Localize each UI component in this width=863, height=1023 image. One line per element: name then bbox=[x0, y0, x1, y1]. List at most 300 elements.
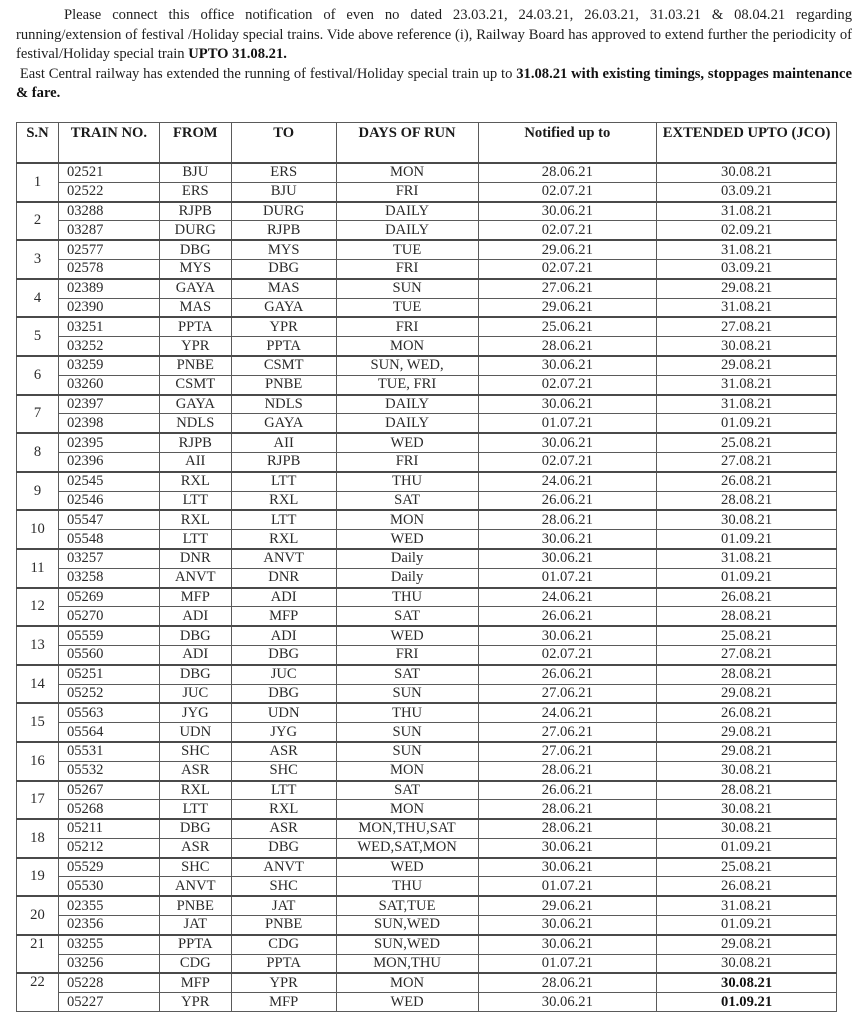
cell-train-no: 02395 bbox=[58, 433, 159, 452]
cell-train-no: 03256 bbox=[58, 954, 159, 973]
cell-notified-up-to: 30.06.21 bbox=[478, 858, 657, 877]
cell-sn: 19 bbox=[17, 858, 59, 897]
cell-train-no: 05548 bbox=[58, 530, 159, 549]
cell-from: ANVT bbox=[159, 568, 231, 587]
cell-notified-up-to: 01.07.21 bbox=[478, 954, 657, 973]
table-row bbox=[17, 781, 837, 800]
notification-text bbox=[16, 6, 852, 104]
cell-sn: 21 bbox=[17, 935, 59, 974]
intro-bold-1: UPTO 31.08.21. bbox=[188, 46, 287, 62]
cell-train-no: 05267 bbox=[58, 781, 159, 800]
cell-days-of-run: WED bbox=[336, 993, 478, 1012]
cell-to: RJPB bbox=[231, 452, 336, 471]
cell-notified-up-to: 26.06.21 bbox=[478, 491, 657, 510]
cell-notified-up-to: 02.07.21 bbox=[478, 259, 657, 278]
cell-notified-up-to: 26.06.21 bbox=[478, 781, 657, 800]
cell-sn: 20 bbox=[17, 896, 59, 935]
cell-days-of-run: SUN bbox=[336, 723, 478, 742]
cell-train-no: 02577 bbox=[58, 240, 159, 259]
cell-sn: 16 bbox=[17, 742, 59, 781]
cell-extended-upto: 01.09.21 bbox=[657, 993, 837, 1012]
cell-train-no: 05563 bbox=[58, 703, 159, 722]
table-row bbox=[17, 858, 837, 877]
cell-from: PNBE bbox=[159, 896, 231, 915]
cell-from: RXL bbox=[159, 472, 231, 491]
cell-train-no: 05269 bbox=[58, 588, 159, 607]
cell-train-no: 05228 bbox=[58, 973, 159, 992]
cell-train-no: 02398 bbox=[58, 414, 159, 433]
cell-extended-upto: 26.08.21 bbox=[657, 588, 837, 607]
table-row bbox=[17, 665, 837, 684]
cell-days-of-run: DAILY bbox=[336, 202, 478, 221]
cell-train-no: 05564 bbox=[58, 723, 159, 742]
cell-train-no: 05252 bbox=[58, 684, 159, 703]
cell-from: LTT bbox=[159, 491, 231, 510]
cell-extended-upto: 01.09.21 bbox=[657, 838, 837, 857]
table-row bbox=[17, 588, 837, 607]
cell-sn: 13 bbox=[17, 626, 59, 665]
cell-to: SHC bbox=[231, 761, 336, 780]
cell-days-of-run: FRI bbox=[336, 259, 478, 278]
table-row bbox=[17, 337, 837, 356]
cell-to: RXL bbox=[231, 800, 336, 819]
table-row bbox=[17, 800, 837, 819]
cell-extended-upto: 30.08.21 bbox=[657, 800, 837, 819]
cell-days-of-run: WED bbox=[336, 626, 478, 645]
cell-from: DURG bbox=[159, 221, 231, 240]
cell-sn: 11 bbox=[17, 549, 59, 588]
table-row bbox=[17, 742, 837, 761]
cell-extended-upto: 29.08.21 bbox=[657, 356, 837, 375]
table-row bbox=[17, 433, 837, 452]
table-row bbox=[17, 626, 837, 645]
table-row bbox=[17, 414, 837, 433]
cell-train-no: 03288 bbox=[58, 202, 159, 221]
cell-to: SHC bbox=[231, 877, 336, 896]
cell-notified-up-to: 28.06.21 bbox=[478, 163, 657, 182]
cell-from: RJPB bbox=[159, 202, 231, 221]
cell-notified-up-to: 27.06.21 bbox=[478, 742, 657, 761]
cell-extended-upto: 03.09.21 bbox=[657, 182, 837, 201]
cell-to: LTT bbox=[231, 472, 336, 491]
cell-notified-up-to: 25.06.21 bbox=[478, 317, 657, 336]
cell-days-of-run: SUN bbox=[336, 279, 478, 298]
cell-sn: 10 bbox=[17, 510, 59, 549]
cell-extended-upto: 30.08.21 bbox=[657, 954, 837, 973]
cell-extended-upto: 30.08.21 bbox=[657, 337, 837, 356]
cell-extended-upto: 27.08.21 bbox=[657, 452, 837, 471]
cell-to: JYG bbox=[231, 723, 336, 742]
cell-from: CSMT bbox=[159, 375, 231, 394]
cell-sn: 5 bbox=[17, 317, 59, 356]
cell-train-no: 05530 bbox=[58, 877, 159, 896]
cell-days-of-run: TUE, FRI bbox=[336, 375, 478, 394]
cell-sn: 12 bbox=[17, 588, 59, 627]
cell-from: YPR bbox=[159, 993, 231, 1012]
cell-notified-up-to: 27.06.21 bbox=[478, 723, 657, 742]
cell-notified-up-to: 27.06.21 bbox=[478, 684, 657, 703]
cell-extended-upto: 29.08.21 bbox=[657, 684, 837, 703]
cell-sn: 17 bbox=[17, 781, 59, 820]
cell-to: LTT bbox=[231, 781, 336, 800]
cell-days-of-run: SUN,WED bbox=[336, 935, 478, 954]
cell-extended-upto: 26.08.21 bbox=[657, 877, 837, 896]
cell-to: YPR bbox=[231, 973, 336, 992]
intro-paragraph-2 bbox=[16, 65, 852, 104]
cell-notified-up-to: 24.06.21 bbox=[478, 588, 657, 607]
cell-extended-upto: 30.08.21 bbox=[657, 510, 837, 529]
cell-extended-upto: 27.08.21 bbox=[657, 317, 837, 336]
cell-train-no: 02396 bbox=[58, 452, 159, 471]
cell-to: ASR bbox=[231, 742, 336, 761]
cell-to: ANVT bbox=[231, 549, 336, 568]
cell-notified-up-to: 02.07.21 bbox=[478, 645, 657, 664]
table-row bbox=[17, 703, 837, 722]
cell-extended-upto: 01.09.21 bbox=[657, 916, 837, 935]
table-row bbox=[17, 993, 837, 1012]
cell-notified-up-to: 30.06.21 bbox=[478, 993, 657, 1012]
cell-notified-up-to: 26.06.21 bbox=[478, 665, 657, 684]
cell-notified-up-to: 29.06.21 bbox=[478, 298, 657, 317]
cell-days-of-run: SUN bbox=[336, 684, 478, 703]
cell-train-no: 05227 bbox=[58, 993, 159, 1012]
cell-from: DBG bbox=[159, 240, 231, 259]
cell-to: LTT bbox=[231, 510, 336, 529]
cell-days-of-run: SAT bbox=[336, 491, 478, 510]
cell-days-of-run: FRI bbox=[336, 182, 478, 201]
cell-extended-upto: 30.08.21 bbox=[657, 973, 837, 992]
cell-extended-upto: 29.08.21 bbox=[657, 279, 837, 298]
cell-sn: 7 bbox=[17, 395, 59, 434]
cell-notified-up-to: 30.06.21 bbox=[478, 626, 657, 645]
cell-sn: 18 bbox=[17, 819, 59, 858]
cell-train-no: 05251 bbox=[58, 665, 159, 684]
cell-extended-upto: 26.08.21 bbox=[657, 703, 837, 722]
cell-days-of-run: SAT bbox=[336, 665, 478, 684]
cell-days-of-run: SUN,WED bbox=[336, 916, 478, 935]
cell-notified-up-to: 27.06.21 bbox=[478, 279, 657, 298]
cell-from: LTT bbox=[159, 800, 231, 819]
cell-to: MYS bbox=[231, 240, 336, 259]
cell-to: CSMT bbox=[231, 356, 336, 375]
cell-extended-upto: 28.08.21 bbox=[657, 781, 837, 800]
cell-from: JUC bbox=[159, 684, 231, 703]
cell-from: ASR bbox=[159, 838, 231, 857]
cell-notified-up-to: 28.06.21 bbox=[478, 337, 657, 356]
cell-notified-up-to: 02.07.21 bbox=[478, 182, 657, 201]
cell-from: RXL bbox=[159, 510, 231, 529]
cell-train-no: 03258 bbox=[58, 568, 159, 587]
cell-extended-upto: 26.08.21 bbox=[657, 472, 837, 491]
cell-to: MFP bbox=[231, 607, 336, 626]
cell-extended-upto: 03.09.21 bbox=[657, 259, 837, 278]
cell-days-of-run: THU bbox=[336, 588, 478, 607]
cell-days-of-run: FRI bbox=[336, 645, 478, 664]
cell-days-of-run: FRI bbox=[336, 317, 478, 336]
cell-train-no: 02356 bbox=[58, 916, 159, 935]
cell-days-of-run: SAT bbox=[336, 607, 478, 626]
cell-extended-upto: 31.08.21 bbox=[657, 375, 837, 394]
cell-days-of-run: THU bbox=[336, 472, 478, 491]
cell-days-of-run: SAT,TUE bbox=[336, 896, 478, 915]
cell-from: DNR bbox=[159, 549, 231, 568]
cell-to: RJPB bbox=[231, 221, 336, 240]
cell-from: JAT bbox=[159, 916, 231, 935]
cell-to: JUC bbox=[231, 665, 336, 684]
cell-extended-upto: 31.08.21 bbox=[657, 240, 837, 259]
cell-train-no: 02390 bbox=[58, 298, 159, 317]
cell-notified-up-to: 30.06.21 bbox=[478, 916, 657, 935]
cell-notified-up-to: 30.06.21 bbox=[478, 838, 657, 857]
cell-sn: 3 bbox=[17, 240, 59, 279]
cell-days-of-run: MON bbox=[336, 163, 478, 182]
cell-extended-upto: 31.08.21 bbox=[657, 202, 837, 221]
cell-sn: 8 bbox=[17, 433, 59, 472]
cell-train-no: 02355 bbox=[58, 896, 159, 915]
cell-from: GAYA bbox=[159, 279, 231, 298]
intro-bold-2: 31.08.21 with existing timings, stoppages maintenance & fare. bbox=[16, 65, 853, 101]
table-row bbox=[17, 182, 837, 201]
cell-days-of-run: DAILY bbox=[336, 395, 478, 414]
cell-from: ADI bbox=[159, 645, 231, 664]
cell-to: BJU bbox=[231, 182, 336, 201]
table-row bbox=[17, 395, 837, 414]
cell-train-no: 05547 bbox=[58, 510, 159, 529]
cell-days-of-run: THU bbox=[336, 877, 478, 896]
cell-notified-up-to: 01.07.21 bbox=[478, 877, 657, 896]
cell-days-of-run: Daily bbox=[336, 549, 478, 568]
cell-train-no: 02521 bbox=[58, 163, 159, 182]
table-row bbox=[17, 954, 837, 973]
cell-days-of-run: MON bbox=[336, 337, 478, 356]
header-sn: S.N bbox=[17, 123, 59, 164]
cell-sn: 15 bbox=[17, 703, 59, 742]
table-row bbox=[17, 549, 837, 568]
cell-from: JYG bbox=[159, 703, 231, 722]
cell-days-of-run: MON bbox=[336, 761, 478, 780]
cell-from: SHC bbox=[159, 858, 231, 877]
cell-train-no: 03260 bbox=[58, 375, 159, 394]
cell-from: PNBE bbox=[159, 356, 231, 375]
cell-to: RXL bbox=[231, 491, 336, 510]
header-from: FROM bbox=[159, 123, 231, 164]
cell-to: DBG bbox=[231, 838, 336, 857]
table-row bbox=[17, 202, 837, 221]
cell-to: MFP bbox=[231, 993, 336, 1012]
cell-from: DBG bbox=[159, 819, 231, 838]
header-to: TO bbox=[231, 123, 336, 164]
table-row bbox=[17, 607, 837, 626]
cell-from: MFP bbox=[159, 588, 231, 607]
cell-sn: 4 bbox=[17, 279, 59, 318]
cell-to: AII bbox=[231, 433, 336, 452]
table-row bbox=[17, 317, 837, 336]
cell-from: YPR bbox=[159, 337, 231, 356]
cell-sn: 1 bbox=[17, 163, 59, 202]
cell-train-no: 02522 bbox=[58, 182, 159, 201]
cell-train-no: 05268 bbox=[58, 800, 159, 819]
cell-train-no: 05532 bbox=[58, 761, 159, 780]
cell-notified-up-to: 29.06.21 bbox=[478, 896, 657, 915]
cell-notified-up-to: 30.06.21 bbox=[478, 395, 657, 414]
cell-from: CDG bbox=[159, 954, 231, 973]
cell-to: RXL bbox=[231, 530, 336, 549]
cell-notified-up-to: 28.06.21 bbox=[478, 800, 657, 819]
table-row bbox=[17, 240, 837, 259]
cell-to: DBG bbox=[231, 645, 336, 664]
table-row bbox=[17, 645, 837, 664]
cell-extended-upto: 31.08.21 bbox=[657, 395, 837, 414]
cell-days-of-run: DAILY bbox=[336, 221, 478, 240]
table-row bbox=[17, 723, 837, 742]
cell-train-no: 03255 bbox=[58, 935, 159, 954]
table-row bbox=[17, 530, 837, 549]
cell-train-no: 03259 bbox=[58, 356, 159, 375]
intro-text-2: East Central railway has extended the running of festival/Holiday special train up to bbox=[19, 65, 517, 82]
cell-days-of-run: THU bbox=[336, 703, 478, 722]
cell-notified-up-to: 28.06.21 bbox=[478, 973, 657, 992]
cell-to: ADI bbox=[231, 588, 336, 607]
cell-to: PPTA bbox=[231, 337, 336, 356]
header-days-of-run: DAYS OF RUN bbox=[336, 123, 478, 164]
table-row bbox=[17, 356, 837, 375]
cell-sn: 14 bbox=[17, 665, 59, 704]
cell-extended-upto: 31.08.21 bbox=[657, 298, 837, 317]
cell-extended-upto: 25.08.21 bbox=[657, 626, 837, 645]
table-row bbox=[17, 163, 837, 182]
cell-from: MAS bbox=[159, 298, 231, 317]
cell-notified-up-to: 28.06.21 bbox=[478, 761, 657, 780]
cell-from: SHC bbox=[159, 742, 231, 761]
cell-train-no: 02545 bbox=[58, 472, 159, 491]
cell-from: RXL bbox=[159, 781, 231, 800]
cell-extended-upto: 27.08.21 bbox=[657, 645, 837, 664]
cell-sn: 6 bbox=[17, 356, 59, 395]
cell-to: DBG bbox=[231, 684, 336, 703]
cell-extended-upto: 02.09.21 bbox=[657, 221, 837, 240]
cell-extended-upto: 28.08.21 bbox=[657, 665, 837, 684]
cell-from: MFP bbox=[159, 973, 231, 992]
cell-from: BJU bbox=[159, 163, 231, 182]
cell-to: DBG bbox=[231, 259, 336, 278]
table-row bbox=[17, 684, 837, 703]
table-row bbox=[17, 452, 837, 471]
cell-extended-upto: 28.08.21 bbox=[657, 491, 837, 510]
cell-days-of-run: MON,THU,SAT bbox=[336, 819, 478, 838]
cell-train-no: 05211 bbox=[58, 819, 159, 838]
cell-sn: 2 bbox=[17, 202, 59, 241]
header-train-no: TRAIN NO. bbox=[58, 123, 159, 164]
cell-train-no: 02578 bbox=[58, 259, 159, 278]
table-row bbox=[17, 510, 837, 529]
cell-days-of-run: MON bbox=[336, 800, 478, 819]
cell-days-of-run: SAT bbox=[336, 781, 478, 800]
cell-from: GAYA bbox=[159, 395, 231, 414]
cell-days-of-run: Daily bbox=[336, 568, 478, 587]
table-row bbox=[17, 935, 837, 954]
cell-train-no: 02397 bbox=[58, 395, 159, 414]
table-row bbox=[17, 375, 837, 394]
cell-extended-upto: 29.08.21 bbox=[657, 742, 837, 761]
cell-notified-up-to: 24.06.21 bbox=[478, 703, 657, 722]
cell-extended-upto: 30.08.21 bbox=[657, 163, 837, 182]
cell-to: YPR bbox=[231, 317, 336, 336]
cell-from: ASR bbox=[159, 761, 231, 780]
cell-days-of-run: MON bbox=[336, 510, 478, 529]
cell-extended-upto: 29.08.21 bbox=[657, 723, 837, 742]
cell-train-no: 03252 bbox=[58, 337, 159, 356]
cell-to: MAS bbox=[231, 279, 336, 298]
cell-extended-upto: 30.08.21 bbox=[657, 761, 837, 780]
header-notified-up-to: Notified up to bbox=[478, 123, 657, 164]
cell-notified-up-to: 30.06.21 bbox=[478, 935, 657, 954]
cell-notified-up-to: 02.07.21 bbox=[478, 375, 657, 394]
cell-train-no: 03287 bbox=[58, 221, 159, 240]
cell-from: ERS bbox=[159, 182, 231, 201]
cell-extended-upto: 31.08.21 bbox=[657, 896, 837, 915]
cell-train-no: 03257 bbox=[58, 549, 159, 568]
table-row bbox=[17, 761, 837, 780]
cell-days-of-run: MON,THU bbox=[336, 954, 478, 973]
cell-from: LTT bbox=[159, 530, 231, 549]
cell-extended-upto: 01.09.21 bbox=[657, 568, 837, 587]
cell-to: NDLS bbox=[231, 395, 336, 414]
cell-to: JAT bbox=[231, 896, 336, 915]
cell-from: MYS bbox=[159, 259, 231, 278]
cell-notified-up-to: 30.06.21 bbox=[478, 202, 657, 221]
cell-to: CDG bbox=[231, 935, 336, 954]
table-row bbox=[17, 973, 837, 992]
cell-days-of-run: TUE bbox=[336, 298, 478, 317]
cell-extended-upto: 31.08.21 bbox=[657, 549, 837, 568]
header-extended-upto: EXTENDED UPTO (JCO) bbox=[657, 123, 837, 164]
cell-days-of-run: SUN, WED, bbox=[336, 356, 478, 375]
cell-notified-up-to: 02.07.21 bbox=[478, 221, 657, 240]
cell-notified-up-to: 01.07.21 bbox=[478, 568, 657, 587]
table-row bbox=[17, 279, 837, 298]
cell-to: DNR bbox=[231, 568, 336, 587]
cell-notified-up-to: 30.06.21 bbox=[478, 530, 657, 549]
intro-paragraph-1 bbox=[16, 6, 852, 65]
table-row bbox=[17, 259, 837, 278]
table-row bbox=[17, 896, 837, 915]
cell-to: PNBE bbox=[231, 916, 336, 935]
cell-train-no: 05212 bbox=[58, 838, 159, 857]
table-row bbox=[17, 838, 837, 857]
cell-from: PPTA bbox=[159, 935, 231, 954]
cell-days-of-run: SUN bbox=[336, 742, 478, 761]
cell-to: PPTA bbox=[231, 954, 336, 973]
cell-train-no: 02389 bbox=[58, 279, 159, 298]
cell-extended-upto: 29.08.21 bbox=[657, 935, 837, 954]
cell-train-no: 02546 bbox=[58, 491, 159, 510]
cell-to: GAYA bbox=[231, 414, 336, 433]
cell-notified-up-to: 26.06.21 bbox=[478, 607, 657, 626]
cell-notified-up-to: 02.07.21 bbox=[478, 452, 657, 471]
cell-train-no: 03251 bbox=[58, 317, 159, 336]
cell-train-no: 05559 bbox=[58, 626, 159, 645]
table-row bbox=[17, 298, 837, 317]
cell-to: ADI bbox=[231, 626, 336, 645]
cell-to: GAYA bbox=[231, 298, 336, 317]
cell-notified-up-to: 24.06.21 bbox=[478, 472, 657, 491]
cell-extended-upto: 01.09.21 bbox=[657, 414, 837, 433]
cell-from: UDN bbox=[159, 723, 231, 742]
table-row bbox=[17, 568, 837, 587]
cell-sn: 22 bbox=[17, 973, 59, 1011]
cell-notified-up-to: 29.06.21 bbox=[478, 240, 657, 259]
cell-extended-upto: 25.08.21 bbox=[657, 433, 837, 452]
